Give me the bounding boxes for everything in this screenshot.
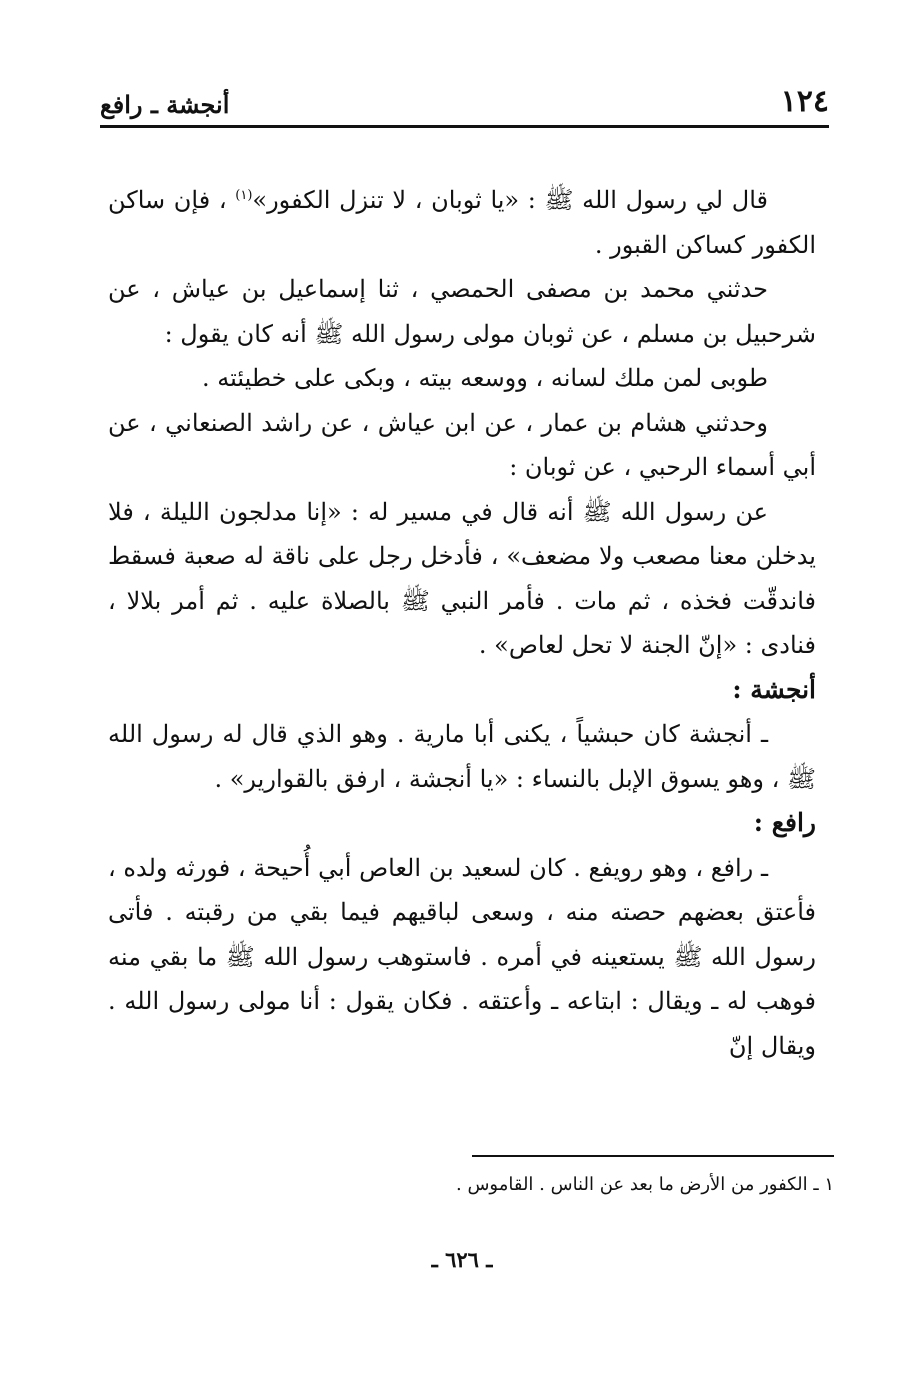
page-header (100, 80, 829, 126)
footnote-separator (472, 1155, 834, 1157)
header-rule (100, 125, 829, 128)
main-text (108, 178, 816, 1068)
paragraph-text: ، فإن ساكن الكفور كساكن القبور . (108, 186, 816, 259)
paragraph: عن رسول الله ﷺ أنه قال في مسير له : «إنا مدلجون الليلة ، فلا يدخلن معنا مصعب ولا مضعف» ، فأدخل رجل على ناقة له صعبة فسقط فاندقّت فخذه ، ثم مات . فأمر النبي ﷺ بالصلاة عليه . ثم أمر بلالا ، فنادى : «إنّ الجنة لا تحل لعاص» . (108, 497, 816, 659)
paragraph-text: قال لي رسول الله ﷺ : «يا ثوبان ، لا تنزل الكفور» (252, 186, 768, 214)
paragraph (108, 178, 816, 267)
section-heading-rafi: رافع : (753, 808, 816, 837)
paragraph: ـ أنجشة كان حبشياً ، يكنى أبا مارية . وهو الذي قال له رسول الله ﷺ ، وهو يسوق الإبل بالنساء : «يا أنجشة ، ارفق بالقوارير» . (108, 720, 816, 793)
running-title: أنجشة ـ رافع (100, 90, 230, 119)
paragraph: طوبى لمن ملك لسانه ، ووسعه بيته ، وبكى على خطيئته . (202, 364, 768, 392)
paragraph: وحدثني هشام بن عمار ، عن ابن عياش ، عن راشد الصنعاني ، عن أبي أسماء الرحبي ، عن ثوبان : (108, 408, 816, 481)
folio-number: ـ ٦٢٦ ـ (431, 1247, 493, 1272)
paragraph: ـ رافع ، وهو رويفع . كان لسعيد بن العاص أبي أُحيحة ، فورثه ولده ، فأعتق بعضهم حصته منه ، وسعى لباقيهم فيما بقي من رقبته . فأتى رسول الله ﷺ يستعينه في أمره . فاستوهب رسول الله ﷺ ما بقي منه فوهب له ـ ويقال : ابتاعه ـ وأعتقه . فكان يقول : أنا مولى رسول الله . ويقال إنّ (108, 853, 816, 1060)
paragraph: حدثني محمد بن مصفى الحمصي ، ثنا إسماعيل بن عياش ، عن شرحبيل بن مسلم ، عن ثوبان مولى رسول الله ﷺ أنه كان يقول : (108, 275, 816, 348)
footnote-marker: (١) (235, 188, 253, 203)
footnote: ١ ـ الكفور من الأرض ما بعد عن الناس . القاموس . (456, 1174, 834, 1195)
section-heading-anjasha: أنجشة : (732, 674, 816, 704)
page-number: ١٢٤ (780, 84, 829, 119)
